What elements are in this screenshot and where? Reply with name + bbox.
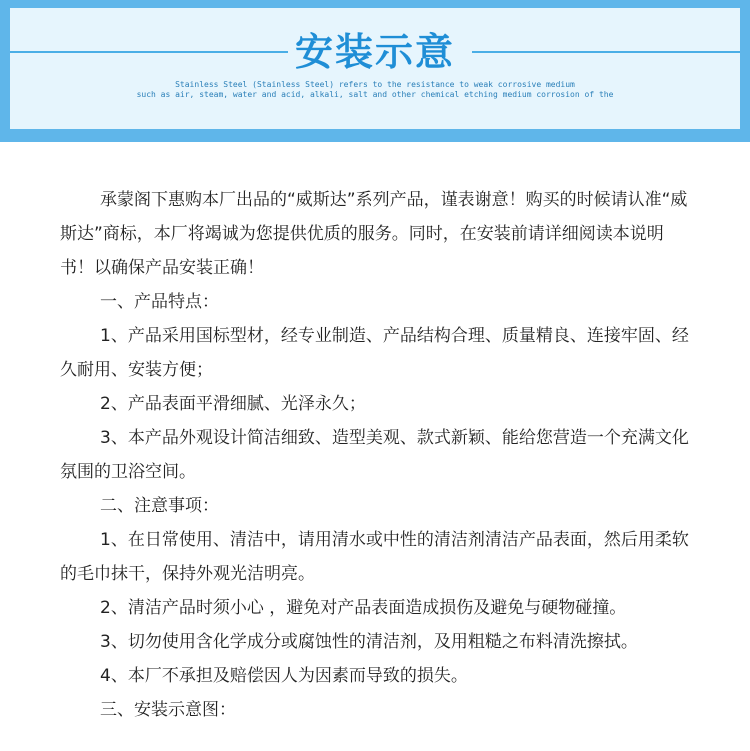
notice-item-3: 3、切勿使用含化学成分或腐蚀性的清洁剂，及用粗糙之布料清洗擦拭。: [100, 632, 638, 652]
section-1-heading: 一、产品特点：: [100, 292, 219, 312]
banner-subtitle-line-1: Stainless Steel (Stainless Steel) refers to the resistance to weak corrosive medium: [175, 80, 575, 89]
notice-item-2: 2、清洁产品时须小心 ，避免对产品表面造成损伤及避免与硬物碰撞。: [100, 598, 627, 618]
feature-item-3: 3、本产品外观设计简洁细致、造型美观、款式新颖、能给您营造一个充满文化氛围的卫浴空间。: [60, 428, 689, 482]
banner-subtitle: [10, 80, 740, 100]
feature-item-2: 2、产品表面平滑细腻、光泽永久；: [100, 394, 366, 414]
banner-panel: [10, 8, 740, 129]
header-banner: [0, 0, 750, 142]
instruction-text: [60, 183, 692, 727]
section-3-heading: 三、安装示意图：: [100, 700, 236, 720]
banner-subtitle-line-2: such as air, steam, water and acid, alkali, salt and other chemical etching medium corrosion of the: [136, 90, 614, 99]
notice-item-4: 4、本厂不承担及赔偿因人为因素而导致的损失。: [100, 666, 468, 686]
section-2-heading: 二、注意事项：: [100, 496, 219, 516]
feature-item-1: 1、产品采用国标型材，经专业制造、产品结构合理、质量精良、连接牢固、经久耐用、安装方便；: [60, 326, 689, 380]
notice-item-1: 1、在日常使用、清洁中，请用清水或中性的清洁剂清洁产品表面，然后用柔软的毛巾抹干，保持外观光洁明亮。: [60, 530, 689, 584]
banner-title: 安装示意: [294, 30, 455, 74]
intro-paragraph: 承蒙阁下惠购本厂出品的“威斯达”系列产品，谨表谢意！购买的时候请认准“威斯达”商标，本厂将竭诚为您提供优质的服务。同时，在安装前请详细阅读本说明书！以确保产品安装正确！: [60, 190, 688, 278]
